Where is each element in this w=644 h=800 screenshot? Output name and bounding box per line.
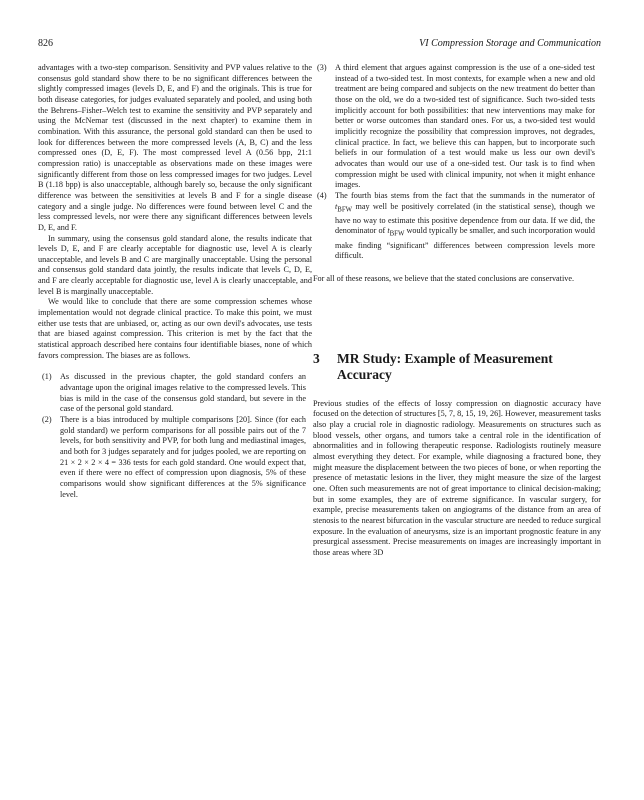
t-symbol: t <box>387 226 390 236</box>
list-marker: (1) <box>42 372 52 382</box>
section-paragraph: Previous studies of the effects of lossy compression on diagnostic accuracy have focused on the detection of structures [5, 7, 8, 15, 19, 26]. However, measurement tasks also play a crucial role in diagnostic radiology. Measurements on structures such as blood vessels, other organs, and tumors take a central role in the identification of abnormalities and in following therapeutic response. Radiologists routinely measure almost everything they detect. For example, while diagnosing a fractured bone, they might measure the displacement between the two pieces of bone, or when reporting the presence of metastatic lesions in the liver, they might measure the size of the largest one. Often such measurements are not of great importance to clinical decision-making; but in some examples, they are of extreme significance. In vascular surgery, for example, precise measurements taken on angiograms of the distance from an area of stenosis to the nearest bifurcation in the vascular structure are needed to reduce surgical exposure. In the evaluation of aneurysms, size is an important prognostic feature in any presurgical assessment. Precise measurements on images are increasingly important in those areas where 3D <box>313 398 601 557</box>
page-header <box>38 37 601 51</box>
list-item-text-c: would typically be smaller, and such incorporation would make finding “significant” differences between compression levels more difficult. <box>335 226 596 261</box>
t-subscript: BFW <box>389 231 405 239</box>
paragraph-biases-intro: We would like to conclude that there are some compression schemes whose implementation would not degrade clinical practice. To make this point, we must either use tests that are unbiased, or, acting as our own devil's advocates, use tests that are biased against compression. This criterion is met by the fact that the statistical approach described here contains four identifiable biases, none of which favors compression. The biases are as follows. <box>38 297 312 360</box>
bias-list-left <box>38 372 312 500</box>
list-marker: (3) <box>317 63 327 72</box>
list-marker: (2) <box>42 415 52 424</box>
left-column <box>38 63 312 500</box>
list-item-text: As discussed in the previous chapter, the gold standard confers an advantage upon the original images relative to the compressed levels. This bias is mild in the case of the consensus gold standard, but severe in the case of the personal gold standard. <box>60 372 306 414</box>
list-item-text-b: may well be positively correlated (in the statistical sense), though we have no way to estimate this positive dependence from our data. If we did, the denominator of <box>335 201 595 236</box>
paragraph-conclusion: For all of these reasons, we believe that the stated conclusions are conservative. <box>313 274 575 284</box>
list-item-text: A third element that argues against compression is the use of a one-sided test instead of a two-sided test. In most contexts, for example when a new and old treatment are being compared and subjects on the new treatment do better than those on the old, we do a two-sided test of significance. Such two-sided tests implicitly account for both possibilities: that new interventions may make for better or worse outcomes than standard ones. For us, a two-sided test would implicitly recognize the possibility that compression improves, not degrades, clinical practice. In fact, we believe this can happen, but to incorporate such beliefs in our formulation of a test would make us less our own devil's advocates than would our use of a one-sided test. Our task is to find when compression might be used with clinical impunity, not when it might enhance images. <box>335 63 595 190</box>
section-number: 3 <box>313 350 320 366</box>
t-subscript: BFW <box>337 206 353 214</box>
bias-list-right <box>313 63 601 262</box>
page-number: 826 <box>38 38 53 49</box>
list-item-text-a: The fourth bias stems from the fact that the summands in the numerator of <box>335 190 595 200</box>
paragraph-summary: In summary, using the consensus gold standard alone, the results indicate that levels D, E, and F are clearly acceptable for diagnostic use, level A is clearly unacceptable, and levels B and C are marginally unacceptable. Using the personal and consensus gold standard data jointly, the results indicate that levels C, D, E, and F are clearly acceptable for diagnostic use, level A is clearly unacceptable, and level B is marginally unacceptable. <box>38 233 312 296</box>
list-marker: (4) <box>317 190 327 200</box>
paragraph-continuation: advantages with a two-step comparison. Sensitivity and PVP values relative to the consensus gold standard show there to be no significant differences between the slightly compressed images (levels D, E, and F) and the originals. This is true for both disease categories, for judges evaluated separately and pooled, and using both the Behrens–Fisher–Welch test to examine the sensitivity and PVP separately and using the McNemar test (discussed in the next chapter) to examine them in combination. With this assurance, the personal gold standard can then be used to look for differences between the more compressed levels (A, B, C) and the less compressed ones (D, E, F). The most compressed level A (0.56 bpp, 21:1 compression ratio) is unacceptable as observations made on these images were significantly different from those on less compressed images for two judges. Level B (1.18 bpp) is also unacceptable, although barely so, because the only significant difference was between the sensitivities at levels B and F for a single disease category and a single judge. No differences were found between level C and the less compressed levels, nor were there any significant differences between levels D, E, and F. <box>38 63 312 232</box>
t-symbol: t <box>335 201 338 211</box>
list-item <box>38 415 312 500</box>
right-column <box>313 63 601 559</box>
list-item <box>313 191 601 262</box>
list-item <box>38 372 312 415</box>
section-heading <box>313 351 601 383</box>
running-title: VI Compression Storage and Communication <box>419 38 601 49</box>
list-item-text: There is a bias introduced by multiple comparisons [20]. Since (for each gold standard) we perform comparisons for all possible pairs out of the 7 levels, for both sensitivity and PVP, for both lung and mediastinal images, and both for 3 judges separately and for judges pooled, we are reporting on 21 × 2 × 2 × 4 = 336 tests for each gold standard. One would expect that, even if there were no effect of compression upon diagnosis, 5% of these comparisons would show significant differences at the 5% significance level. <box>60 415 307 499</box>
section-title: MR Study: Example of Measurement Accuracy <box>337 350 553 382</box>
list-item <box>313 63 601 191</box>
